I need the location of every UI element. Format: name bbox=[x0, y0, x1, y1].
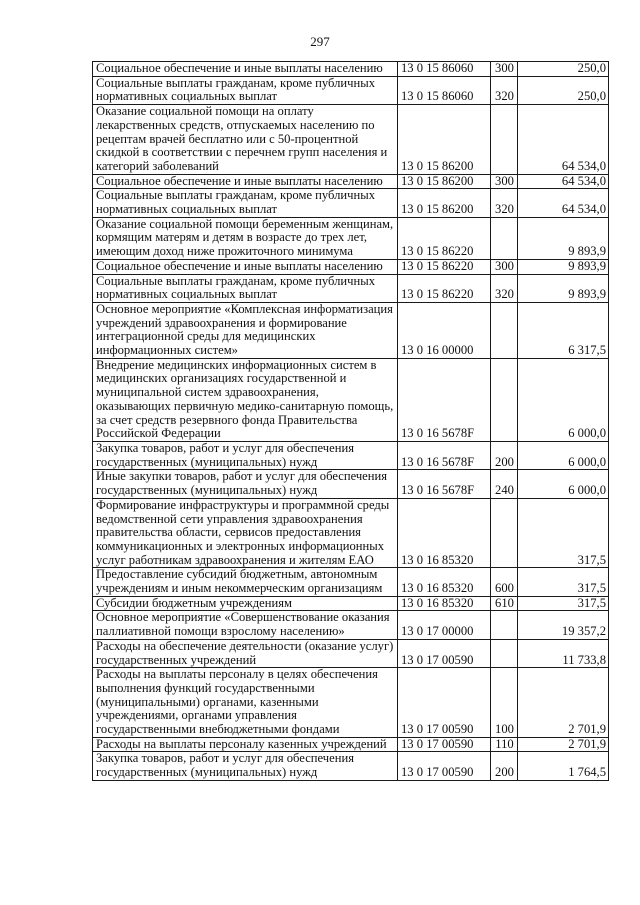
row-amount: 64 534,0 bbox=[518, 105, 609, 175]
row-amount: 6 000,0 bbox=[518, 441, 609, 469]
row-target-code: 13 0 17 00590 bbox=[398, 737, 491, 752]
row-name: Социальные выплаты гражданам, кроме публичных нормативных социальных выплат bbox=[93, 189, 398, 217]
row-name: Социальное обеспечение и иные выплаты населению bbox=[93, 62, 398, 77]
row-expense-type bbox=[491, 639, 518, 667]
table-row bbox=[93, 668, 609, 738]
table-row bbox=[93, 217, 609, 259]
row-target-code: 13 0 15 86200 bbox=[398, 174, 491, 189]
row-amount: 6 000,0 bbox=[518, 358, 609, 441]
row-expense-type: 320 bbox=[491, 76, 518, 104]
row-expense-type bbox=[491, 302, 518, 358]
row-name: Внедрение медицинских информационных систем в медицинских организациях государственной и муниципальной систем здравоохранения, оказывающих первичную медико-санитарную помощь, за счет средств резервного фонда Правительства Российской Федерации bbox=[93, 358, 398, 441]
row-name: Социальное обеспечение и иные выплаты населению bbox=[93, 259, 398, 274]
row-expense-type: 320 bbox=[491, 189, 518, 217]
table-row bbox=[93, 259, 609, 274]
row-target-code: 13 0 16 85320 bbox=[398, 498, 491, 568]
row-amount: 9 893,9 bbox=[518, 217, 609, 259]
row-amount: 317,5 bbox=[518, 596, 609, 611]
row-amount: 1 764,5 bbox=[518, 752, 609, 780]
table-row bbox=[93, 76, 609, 104]
row-amount: 6 317,5 bbox=[518, 302, 609, 358]
row-expense-type: 200 bbox=[491, 752, 518, 780]
row-expense-type bbox=[491, 217, 518, 259]
table-row bbox=[93, 498, 609, 568]
budget-table-body bbox=[93, 62, 609, 781]
row-amount: 64 534,0 bbox=[518, 189, 609, 217]
table-row bbox=[93, 105, 609, 175]
row-name: Социальное обеспечение и иные выплаты населению bbox=[93, 174, 398, 189]
table-row bbox=[93, 189, 609, 217]
row-amount: 9 893,9 bbox=[518, 259, 609, 274]
row-name: Формирование инфраструктуры и программной среды ведомственной сети управления здравоохранения правительства области, сервисов предоставления коммуникационных и электронных информационных услуг работникам здравоохранения и жителям ЕАО bbox=[93, 498, 398, 568]
row-name: Субсидии бюджетным учреждениям bbox=[93, 596, 398, 611]
row-target-code: 13 0 16 5678F bbox=[398, 470, 491, 498]
page-number: 297 bbox=[310, 34, 330, 49]
row-target-code: 13 0 16 5678F bbox=[398, 441, 491, 469]
row-name: Расходы на выплаты персоналу казенных учреждений bbox=[93, 737, 398, 752]
row-target-code: 13 0 16 85320 bbox=[398, 596, 491, 611]
row-name: Социальные выплаты гражданам, кроме публичных нормативных социальных выплат bbox=[93, 274, 398, 302]
row-amount: 317,5 bbox=[518, 498, 609, 568]
row-name: Основное мероприятие «Комплексная информатизация учреждений здравоохранения и формирование интеграционной среды для медицинских информационных систем» bbox=[93, 302, 398, 358]
row-expense-type bbox=[491, 498, 518, 568]
row-expense-type: 300 bbox=[491, 174, 518, 189]
row-amount: 250,0 bbox=[518, 62, 609, 77]
row-name: Расходы на обеспечение деятельности (оказание услуг) государственных учреждений bbox=[93, 639, 398, 667]
row-name: Основное мероприятие «Совершенствование оказания паллиативной помощи взрослому населению» bbox=[93, 611, 398, 639]
row-name: Закупка товаров, работ и услуг для обеспечения государственных (муниципальных) нужд bbox=[93, 752, 398, 780]
row-expense-type: 600 bbox=[491, 568, 518, 596]
table-row bbox=[93, 596, 609, 611]
table-row bbox=[93, 611, 609, 639]
row-name: Социальные выплаты гражданам, кроме публичных нормативных социальных выплат bbox=[93, 76, 398, 104]
row-expense-type: 300 bbox=[491, 259, 518, 274]
row-expense-type: 200 bbox=[491, 441, 518, 469]
row-amount: 2 701,9 bbox=[518, 668, 609, 738]
row-target-code: 13 0 17 00590 bbox=[398, 639, 491, 667]
table-row bbox=[93, 302, 609, 358]
row-expense-type: 320 bbox=[491, 274, 518, 302]
budget-table bbox=[92, 61, 609, 781]
table-row bbox=[93, 752, 609, 780]
row-target-code: 13 0 15 86200 bbox=[398, 105, 491, 175]
row-target-code: 13 0 15 86060 bbox=[398, 62, 491, 77]
row-target-code: 13 0 15 86060 bbox=[398, 76, 491, 104]
row-target-code: 13 0 16 5678F bbox=[398, 358, 491, 441]
row-expense-type: 610 bbox=[491, 596, 518, 611]
row-target-code: 13 0 16 00000 bbox=[398, 302, 491, 358]
row-expense-type: 100 bbox=[491, 668, 518, 738]
row-target-code: 13 0 17 00590 bbox=[398, 668, 491, 738]
row-name: Расходы на выплаты персоналу в целях обеспечения выполнения функций государственными (муниципальными) органами, казенными учреждениями, органами управления государственными внебюджетными фондами bbox=[93, 668, 398, 738]
table-row bbox=[93, 737, 609, 752]
row-amount: 317,5 bbox=[518, 568, 609, 596]
row-target-code: 13 0 15 86220 bbox=[398, 259, 491, 274]
row-expense-type bbox=[491, 611, 518, 639]
table-row bbox=[93, 441, 609, 469]
row-target-code: 13 0 15 86220 bbox=[398, 274, 491, 302]
row-expense-type: 240 bbox=[491, 470, 518, 498]
row-amount: 250,0 bbox=[518, 76, 609, 104]
row-target-code: 13 0 16 85320 bbox=[398, 568, 491, 596]
row-amount: 64 534,0 bbox=[518, 174, 609, 189]
row-name: Оказание социальной помощи на оплату лекарственных средств, отпускаемых населению по рецептам врачей бесплатно или с 50-процентной скидкой в соответствии с перечнем групп населения и категорий заболеваний bbox=[93, 105, 398, 175]
row-amount: 6 000,0 bbox=[518, 470, 609, 498]
row-target-code: 13 0 15 86200 bbox=[398, 189, 491, 217]
row-name: Иные закупки товаров, работ и услуг для обеспечения государственных (муниципальных) нужд bbox=[93, 470, 398, 498]
table-row bbox=[93, 568, 609, 596]
row-target-code: 13 0 17 00590 bbox=[398, 752, 491, 780]
row-amount: 9 893,9 bbox=[518, 274, 609, 302]
table-row bbox=[93, 358, 609, 441]
table-row bbox=[93, 470, 609, 498]
row-target-code: 13 0 17 00000 bbox=[398, 611, 491, 639]
row-expense-type bbox=[491, 105, 518, 175]
row-target-code: 13 0 15 86220 bbox=[398, 217, 491, 259]
row-expense-type: 110 bbox=[491, 737, 518, 752]
row-name: Предоставление субсидий бюджетным, автономным учреждениям и иным некоммерческим организациям bbox=[93, 568, 398, 596]
row-expense-type: 300 bbox=[491, 62, 518, 77]
row-amount: 19 357,2 bbox=[518, 611, 609, 639]
row-amount: 11 733,8 bbox=[518, 639, 609, 667]
table-row bbox=[93, 639, 609, 667]
row-amount: 2 701,9 bbox=[518, 737, 609, 752]
row-name: Закупка товаров, работ и услуг для обеспечения государственных (муниципальных) нужд bbox=[93, 441, 398, 469]
row-expense-type bbox=[491, 358, 518, 441]
row-name: Оказание социальной помощи беременным женщинам, кормящим матерям и детям в возрасте до трех лет, имеющим доход ниже прожиточного минимума bbox=[93, 217, 398, 259]
table-row bbox=[93, 274, 609, 302]
table-row bbox=[93, 174, 609, 189]
table-row bbox=[93, 62, 609, 77]
